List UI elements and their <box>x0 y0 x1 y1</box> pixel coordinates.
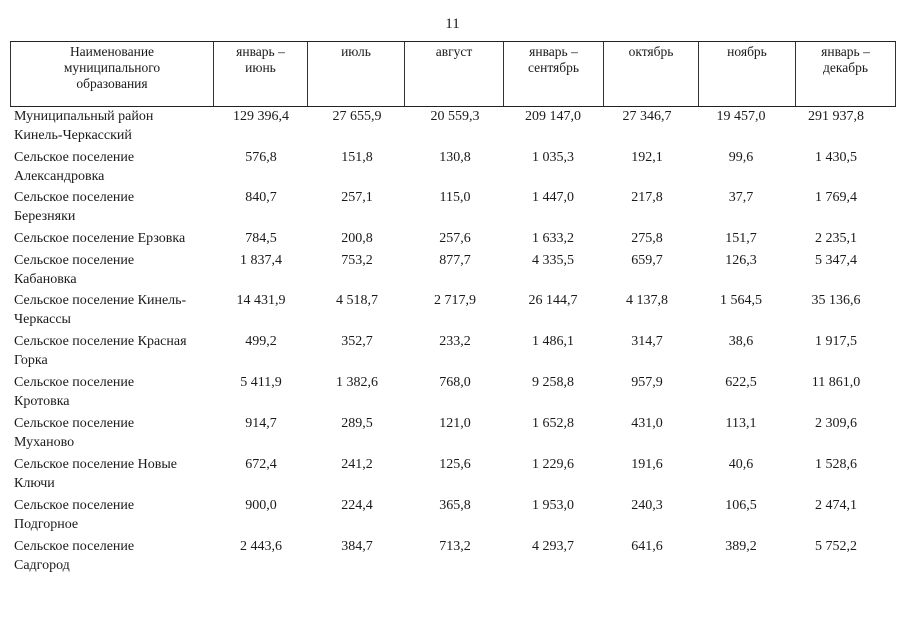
value-cell: 126,3 <box>725 253 757 268</box>
value-cell: 129 396,4 <box>233 109 289 124</box>
column-header-line: октябрь <box>628 44 674 59</box>
value-cell: 5 752,2 <box>815 539 857 554</box>
municipality-name <box>14 229 219 248</box>
value-cell: 877,7 <box>439 253 471 268</box>
column-header-line: январь – <box>236 44 285 59</box>
municipality-name-line: Сельское поселение <box>14 375 135 390</box>
value-cell: 38,6 <box>728 334 754 349</box>
value-cell: 291 937,8 <box>808 109 864 124</box>
municipality-name <box>14 251 219 289</box>
municipality-name-line: Муханово <box>14 435 75 450</box>
column-header-6 <box>603 42 698 106</box>
value-cell: 4 293,7 <box>532 539 574 554</box>
value-cell: 352,7 <box>341 334 373 349</box>
value-cell: 2 309,6 <box>815 416 857 431</box>
value-cell: 40,6 <box>728 457 754 472</box>
column-header-line: июнь <box>245 60 276 75</box>
value-cell: 106,5 <box>725 498 757 513</box>
municipality-name-line: Березняки <box>14 209 76 224</box>
value-cell: 4 335,5 <box>532 253 574 268</box>
value-cell: 1 486,1 <box>532 334 574 349</box>
municipality-name-line: Сельское поселение <box>14 150 135 165</box>
value-cell: 99,6 <box>728 150 754 165</box>
municipality-name-line: Черкассы <box>14 312 71 327</box>
column-header-2 <box>213 42 307 106</box>
value-cell: 233,2 <box>439 334 471 349</box>
municipality-name <box>14 455 219 493</box>
municipality-name <box>14 148 219 186</box>
municipality-name-line: Сельское поселение <box>14 190 135 205</box>
page-number: 11 <box>445 16 460 32</box>
value-cell: 26 144,7 <box>528 293 578 308</box>
value-cell: 1 633,2 <box>532 231 574 246</box>
value-cell: 27 655,9 <box>332 109 382 124</box>
municipality-name-line: Кабановка <box>14 272 77 287</box>
value-cell: 115,0 <box>439 190 471 205</box>
value-cell: 2 235,1 <box>815 231 857 246</box>
value-cell: 1 447,0 <box>532 190 574 205</box>
value-cell: 499,2 <box>245 334 277 349</box>
value-cell: 900,0 <box>245 498 277 513</box>
value-cell: 151,8 <box>341 150 373 165</box>
municipality-name-line: Сельское поселение Новые <box>14 457 177 472</box>
value-cell: 11 861,0 <box>811 375 861 390</box>
value-cell: 914,7 <box>245 416 277 431</box>
value-cell: 19 457,0 <box>716 109 766 124</box>
municipality-name <box>14 107 219 145</box>
value-cell: 389,2 <box>725 539 757 554</box>
value-cell: 191,6 <box>631 457 663 472</box>
column-header-line: июль <box>341 44 371 59</box>
value-cell: 5 347,4 <box>815 253 857 268</box>
value-cell: 2 474,1 <box>815 498 857 513</box>
value-cell: 209 147,0 <box>525 109 581 124</box>
value-cell: 314,7 <box>631 334 663 349</box>
value-cell: 1 382,6 <box>336 375 378 390</box>
value-cell: 672,4 <box>245 457 277 472</box>
value-cell: 659,7 <box>631 253 663 268</box>
value-cell: 4 137,8 <box>626 293 668 308</box>
value-cell: 2 717,9 <box>434 293 476 308</box>
value-cell: 365,8 <box>439 498 471 513</box>
table-header <box>10 41 896 107</box>
value-cell: 1 837,4 <box>240 253 282 268</box>
municipality-name-line: Сельское поселение <box>14 539 135 554</box>
value-cell: 5 411,9 <box>240 375 282 390</box>
value-cell: 713,2 <box>439 539 471 554</box>
value-cell: 121,0 <box>439 416 471 431</box>
column-header-line: ноябрь <box>727 44 767 59</box>
value-cell: 113,1 <box>725 416 757 431</box>
value-cell: 1 917,5 <box>815 334 857 349</box>
value-cell: 784,5 <box>245 231 277 246</box>
value-cell: 1 430,5 <box>815 150 857 165</box>
value-cell: 35 136,6 <box>811 293 861 308</box>
municipality-name-line: Сельское поселение Красная <box>14 334 187 349</box>
value-cell: 125,6 <box>439 457 471 472</box>
value-cell: 1 229,6 <box>532 457 574 472</box>
column-header-7 <box>698 42 795 106</box>
municipality-name-line: Кинель-Черкасский <box>14 128 132 143</box>
value-cell: 1 953,0 <box>532 498 574 513</box>
value-cell: 257,6 <box>439 231 471 246</box>
municipality-name-line: Подгорное <box>14 517 79 532</box>
column-header-line: муниципального <box>63 60 161 75</box>
value-cell: 289,5 <box>341 416 373 431</box>
municipality-name-line: Ключи <box>14 476 55 491</box>
value-cell: 1 528,6 <box>815 457 857 472</box>
value-cell: 1 652,8 <box>532 416 574 431</box>
value-cell: 9 258,8 <box>532 375 574 390</box>
value-cell: 240,3 <box>631 498 663 513</box>
value-cell: 27 346,7 <box>622 109 672 124</box>
value-cell: 192,1 <box>631 150 663 165</box>
municipality-name-line: Садгород <box>14 558 70 573</box>
column-header-8 <box>795 42 896 106</box>
value-cell: 241,2 <box>341 457 373 472</box>
value-cell: 130,8 <box>439 150 471 165</box>
value-cell: 431,0 <box>631 416 663 431</box>
municipality-name <box>14 496 219 534</box>
column-header-3 <box>307 42 404 106</box>
municipality-name-line: Александровка <box>14 169 105 184</box>
value-cell: 1 564,5 <box>720 293 762 308</box>
column-header-line: январь – <box>821 44 870 59</box>
value-cell: 217,8 <box>631 190 663 205</box>
column-header-line: образования <box>76 76 148 91</box>
value-cell: 840,7 <box>245 190 277 205</box>
value-cell: 957,9 <box>631 375 663 390</box>
value-cell: 14 431,9 <box>236 293 286 308</box>
municipality-name <box>14 291 219 329</box>
value-cell: 224,4 <box>341 498 373 513</box>
value-cell: 4 518,7 <box>336 293 378 308</box>
municipality-name-line: Сельское поселение Кинель- <box>14 293 187 308</box>
municipality-name-line: Муниципальный район <box>14 109 154 124</box>
municipality-name-line: Горка <box>14 353 48 368</box>
municipality-name <box>14 414 219 452</box>
column-header-5 <box>503 42 603 106</box>
municipality-name-line: Кротовка <box>14 394 70 409</box>
value-cell: 622,5 <box>725 375 757 390</box>
municipality-name-line: Сельское поселение <box>14 253 135 268</box>
municipality-name-line: Сельское поселение Ерзовка <box>14 231 186 246</box>
column-header-4 <box>404 42 503 106</box>
column-header-line: январь – <box>529 44 578 59</box>
value-cell: 576,8 <box>245 150 277 165</box>
value-cell: 753,2 <box>341 253 373 268</box>
column-header-line: Наименование <box>69 44 155 59</box>
value-cell: 1 035,3 <box>532 150 574 165</box>
municipality-name <box>14 537 219 575</box>
municipality-name-line: Сельское поселение <box>14 498 135 513</box>
value-cell: 200,8 <box>341 231 373 246</box>
municipality-name-line: Сельское поселение <box>14 416 135 431</box>
value-cell: 1 769,4 <box>815 190 857 205</box>
column-header-line: декабрь <box>823 60 868 75</box>
value-cell: 151,7 <box>725 231 757 246</box>
municipality-name <box>14 373 219 411</box>
value-cell: 641,6 <box>631 539 663 554</box>
municipality-name <box>14 332 219 370</box>
value-cell: 384,7 <box>341 539 373 554</box>
value-cell: 2 443,6 <box>240 539 282 554</box>
column-header-line: август <box>435 44 473 59</box>
municipality-name <box>14 188 219 226</box>
value-cell: 275,8 <box>631 231 663 246</box>
column-header-1 <box>10 42 213 106</box>
value-cell: 768,0 <box>439 375 471 390</box>
value-cell: 37,7 <box>728 190 754 205</box>
value-cell: 257,1 <box>341 190 373 205</box>
column-header-line: сентябрь <box>527 60 580 75</box>
value-cell: 20 559,3 <box>430 109 480 124</box>
